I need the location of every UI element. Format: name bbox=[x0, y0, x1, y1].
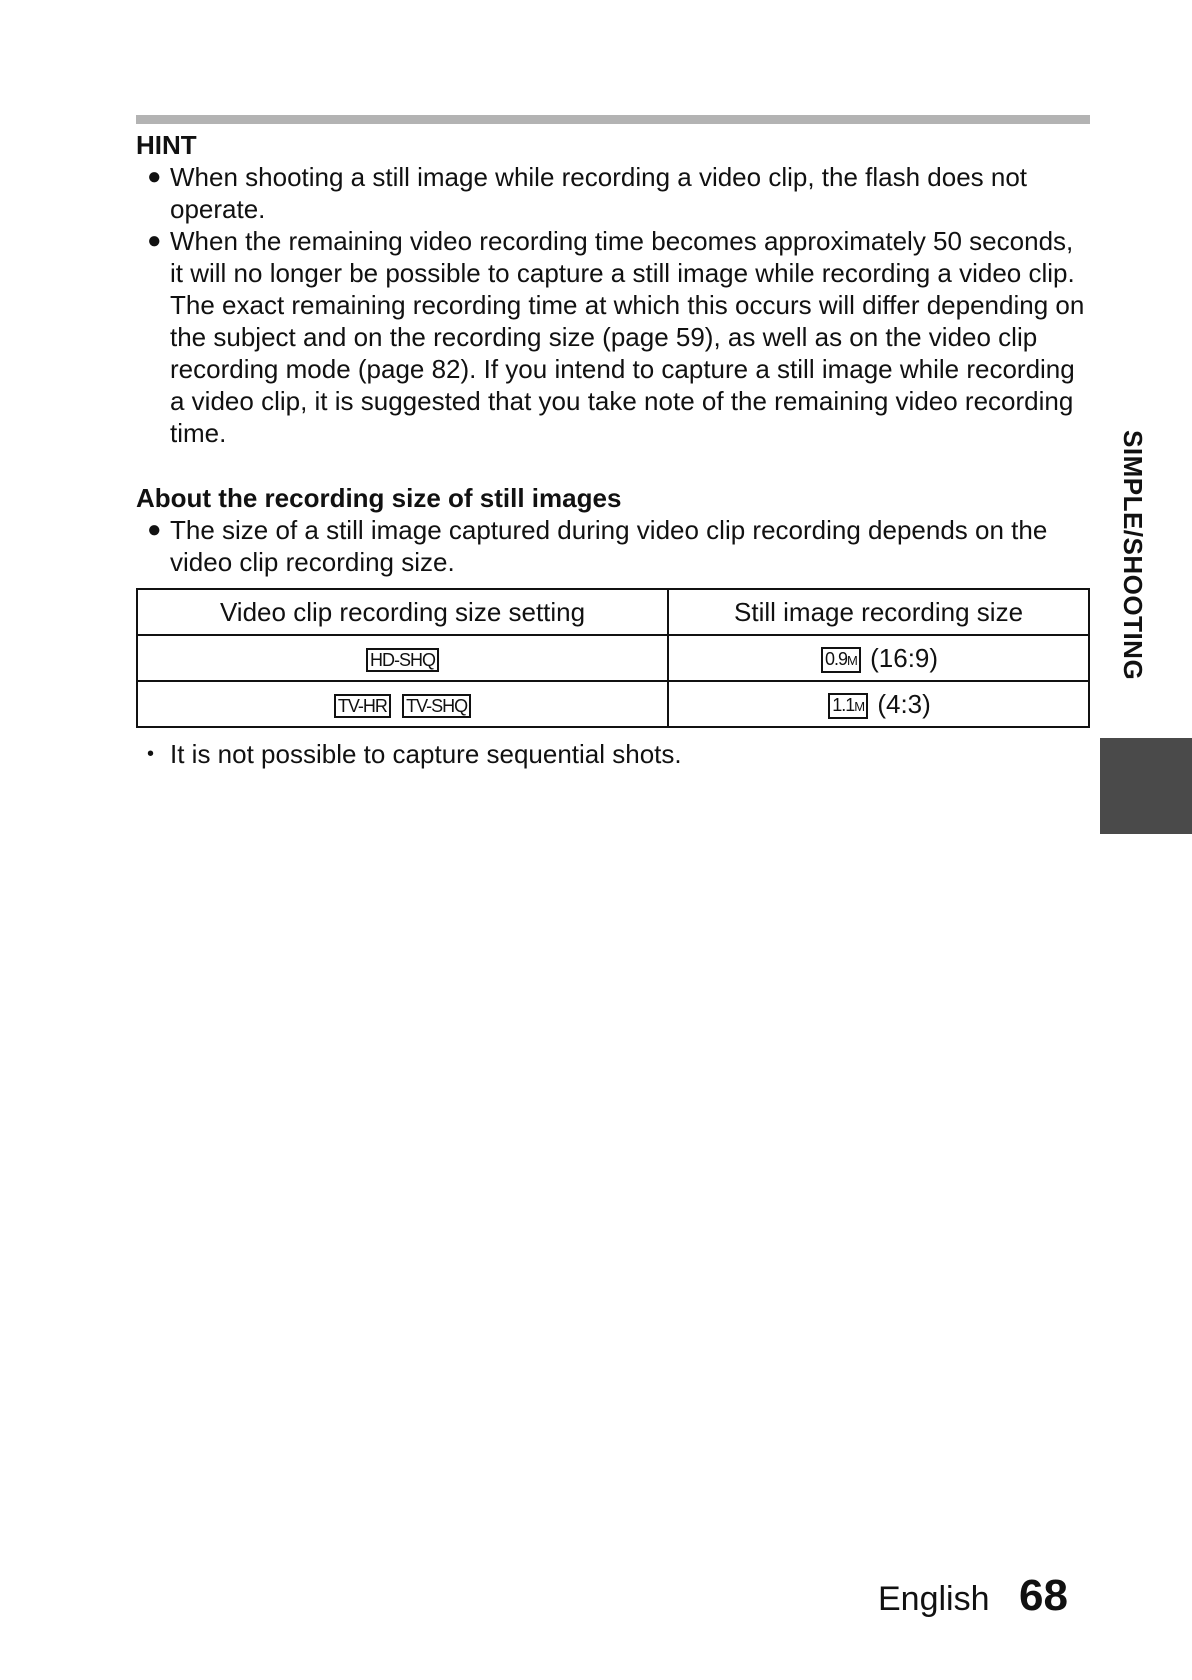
small-bullet-icon: • bbox=[147, 743, 155, 765]
aspect-ratio: (4:3) bbox=[877, 688, 931, 719]
tv-shq-icon: TV-SHQ bbox=[402, 694, 471, 718]
resolution-0-9m-icon: 0.9M bbox=[821, 647, 861, 673]
chapter-side-label: SIMPLE/SHOOTING bbox=[1118, 430, 1148, 681]
video-size-cell bbox=[137, 681, 668, 727]
still-size-cell bbox=[668, 635, 1089, 681]
section-heading: About the recording size of still images bbox=[136, 483, 622, 513]
footer-language: English bbox=[878, 1580, 990, 1618]
hint-heading: HINT bbox=[136, 130, 197, 160]
hint-divider bbox=[136, 115, 1090, 124]
bullet-icon: ● bbox=[147, 516, 162, 543]
hint-item bbox=[147, 161, 1090, 225]
table-row bbox=[137, 635, 1089, 681]
hint-item-text: When shooting a still image while recording a video clip, the flash does not operate. bbox=[170, 162, 1028, 224]
table-header-row bbox=[137, 589, 1089, 635]
bullet-icon: ● bbox=[147, 227, 162, 254]
section-intro bbox=[147, 514, 1090, 578]
hint-item bbox=[147, 225, 1090, 449]
resolution-1-1m-icon: 1.1M bbox=[828, 693, 868, 719]
note-text: It is not possible to capture sequential shots. bbox=[170, 739, 682, 769]
still-size-cell bbox=[668, 681, 1089, 727]
recording-size-table bbox=[136, 588, 1090, 728]
table-row bbox=[137, 681, 1089, 727]
hd-shq-icon: HD-SHQ bbox=[366, 648, 439, 672]
note bbox=[147, 738, 1090, 770]
chapter-tab-marker bbox=[1100, 738, 1192, 834]
tv-hr-icon: TV-HR bbox=[334, 694, 391, 718]
aspect-ratio: (16:9) bbox=[870, 642, 939, 673]
video-size-cell bbox=[137, 635, 668, 681]
bullet-icon: ● bbox=[147, 163, 162, 190]
page-number: 68 bbox=[1018, 1571, 1068, 1620]
table-header-cell: Video clip recording size setting bbox=[137, 589, 668, 635]
table-header-cell: Still image recording size bbox=[668, 589, 1089, 635]
section-intro-text: The size of a still image captured during video clip recording depends on the video clip recording size. bbox=[170, 515, 1048, 577]
page-footer bbox=[878, 1571, 1068, 1620]
hint-item-text: When the remaining video recording time becomes approximately 50 seconds, it will no longer be possible to capture a still image while recording a video clip. The exact remaining recording time at which this occurs will differ depending on the subject and on the recording size (page 59), as well as on the video clip recording mode (page 82). If you intend to capture a still image while recording a video clip, it is suggested that you take note of the remaining video recording time. bbox=[170, 226, 1085, 448]
